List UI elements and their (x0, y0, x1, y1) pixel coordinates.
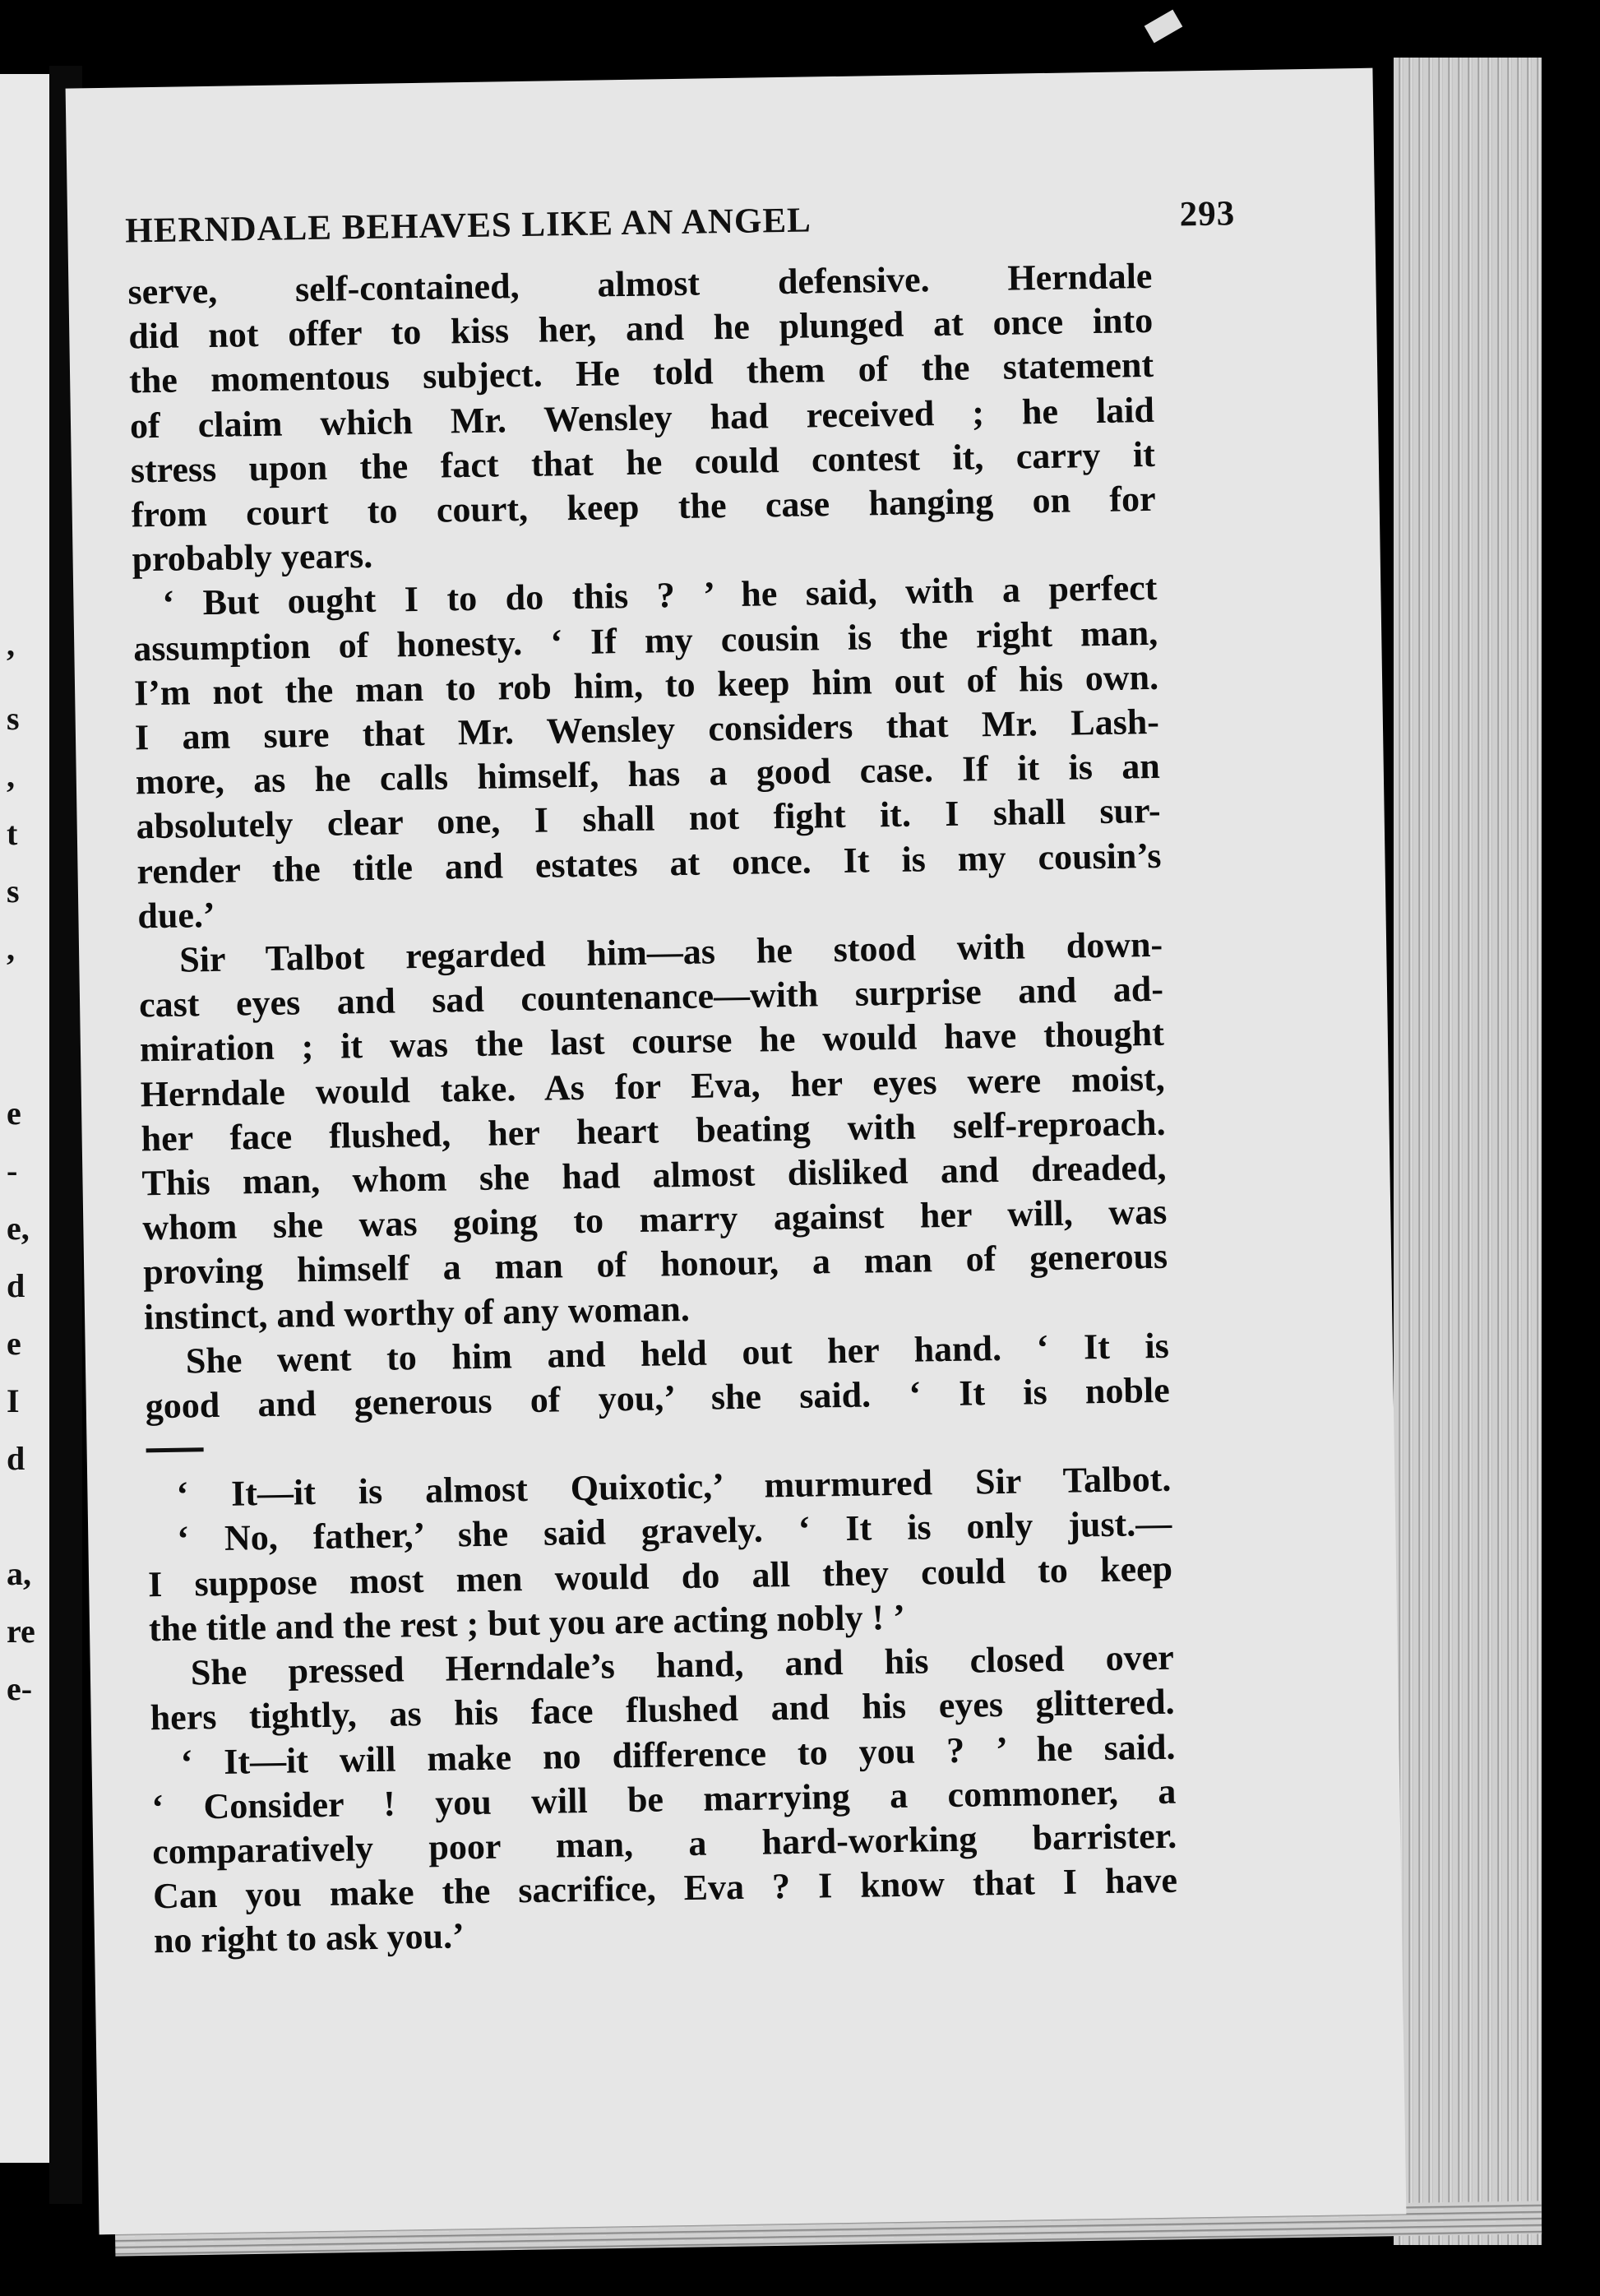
text-line: her face flushed, her heart beating with self-reproach. (141, 1102, 1166, 1160)
facing-page-fragment: e (7, 1095, 21, 1132)
text-line: This man, whom she had almost disliked and dreaded, (141, 1146, 1167, 1204)
facing-page-edge (0, 74, 49, 2163)
text-line: Sir Talbot regarded him—as he stood with down- (178, 923, 1163, 980)
text-line: proving himself a man of honour, a man of generous (142, 1236, 1168, 1293)
text-line: instinct, and worthy of any woman. (143, 1288, 691, 1338)
text-line: from court to court, keep the case hanging on for (131, 478, 1156, 535)
text-line: did not offer to kiss her, and he plunged at once into (127, 300, 1154, 357)
text-line: absolutely clear one, I shall not fight it. I shall sur- (136, 790, 1161, 847)
facing-page-fragment: , (7, 626, 15, 663)
facing-page-fragment: d (7, 1440, 25, 1477)
text-line: stress upon the fact that he could contest it, carry it (130, 433, 1156, 491)
text-line: Can you make the sacrifice, Eva ? I know that I have (152, 1859, 1178, 1917)
facing-page-fragment: s (7, 873, 20, 910)
text-line: I am sure that Mr. Wensley considers that Mr. Lash- (134, 701, 1160, 758)
text-line: serve, self-contained, almost defensive. Herndale (127, 255, 1153, 312)
facing-page-fragment: a, (7, 1555, 31, 1592)
text-line: render the title and estates at once. It is my cousin’s (136, 835, 1162, 892)
text-line: ‘ It—it is almost Quixotic,’ murmured Sir Talbot. (176, 1459, 1172, 1516)
page-number: 293 (1179, 194, 1236, 234)
text-line: more, as he calls himself, has a good case. If it is an (135, 746, 1161, 803)
facing-page-fragment: e (7, 1325, 21, 1362)
dash-mark (146, 1447, 204, 1452)
text-line: miration ; it was the last course he would have thought (139, 1013, 1165, 1070)
text-line: hers tightly, as his face flushed and his eyes glittered. (150, 1682, 1175, 1738)
facing-page-fragment: I (7, 1382, 20, 1419)
book-page (66, 68, 1407, 2235)
body-text (127, 254, 1178, 1964)
text-line: no right to ask you.’ (153, 1915, 465, 1961)
running-head (124, 193, 1236, 251)
text-line: the title and the rest ; but you are acting nobly ! ’ (148, 1596, 906, 1650)
text-line: She pressed Herndale’s hand, and his closed over (190, 1636, 1175, 1693)
page-edge-stack (1394, 58, 1542, 2245)
text-line: She went to him and held out her hand. ‘ It is (185, 1325, 1170, 1382)
text-line: I’m not the man to rob him, to keep him out of his own. (133, 656, 1159, 714)
text-line: of claim which Mr. Wensley had received ; he laid (129, 389, 1155, 447)
facing-page-fragment: re (7, 1613, 35, 1650)
facing-page-fragment: , (7, 930, 15, 967)
facing-page-fragment: , (7, 757, 15, 794)
facing-page-fragment: d (7, 1267, 25, 1304)
text-line: I suppose most men would do all they could to keep (147, 1548, 1173, 1604)
text-line: due.’ (137, 894, 215, 937)
scan-artifact (1145, 10, 1183, 44)
chapter-title: HERNDALE BEHAVES LIKE AN ANGEL (124, 201, 812, 251)
facing-page-fragment: - (7, 1152, 18, 1189)
text-line: comparatively poor man, a hard-working barrister. (151, 1815, 1177, 1872)
text-line: Herndale would take. As for Eva, her eyes were moist, (140, 1058, 1166, 1115)
text-line: assumption of honesty. ‘ If my cousin is the right man, (132, 612, 1158, 669)
text-line: whom she was going to marry against her will, was (141, 1192, 1168, 1248)
facing-page-fragment: s (7, 700, 20, 737)
text-line: ‘ No, father,’ she said gravely. ‘ It is only just.— (176, 1503, 1172, 1560)
text-line: ‘ It—it will make no difference to you ? ’ he said. (180, 1726, 1176, 1783)
text-line: the momentous subject. He told them of the statement (128, 345, 1154, 401)
text-line: probably years. (132, 535, 373, 580)
facing-page-fragment: e, (7, 1210, 30, 1247)
text-line: ‘ Consider ! you will be marrying a commoner, a (151, 1771, 1177, 1827)
facing-page-fragment: t (7, 815, 18, 852)
text-line: cast eyes and sad countenance—with surprise and ad- (138, 969, 1164, 1025)
text-line: ‘ But ought I to do this ? ’ he said, with a perfect (162, 567, 1158, 624)
text-line: good and generous of you,’ she said. ‘ It is noble (145, 1369, 1171, 1427)
facing-page-fragment: e- (7, 1670, 33, 1707)
